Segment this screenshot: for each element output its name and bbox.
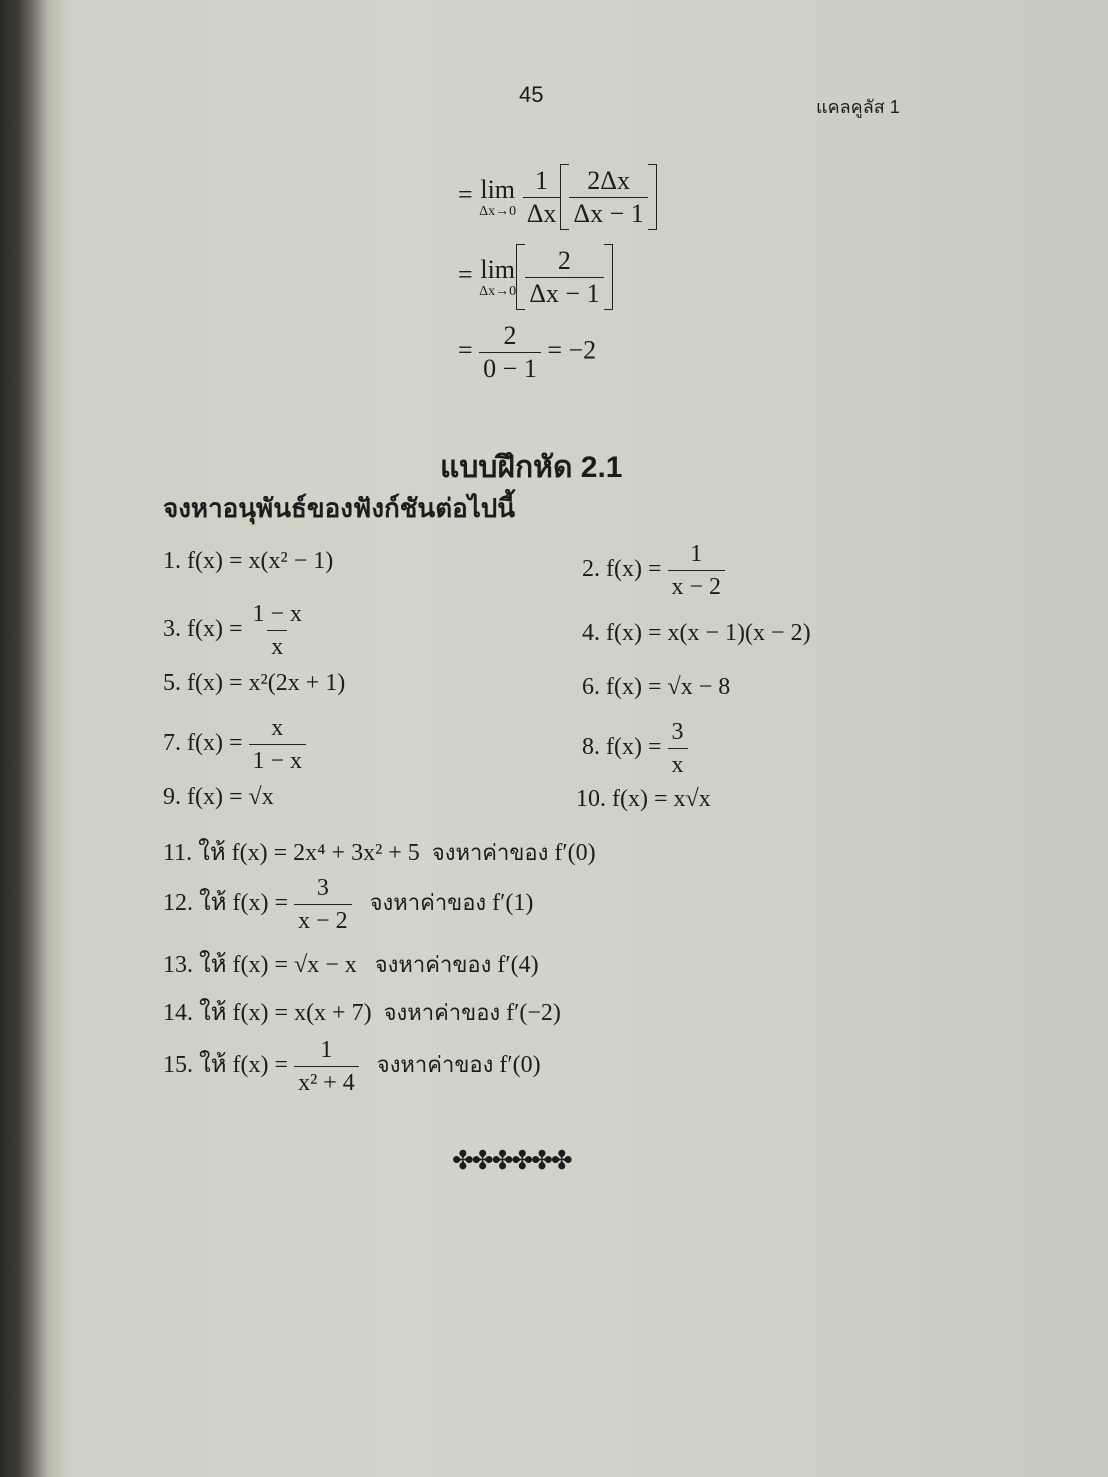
equals-sign: = [458, 179, 473, 209]
item-number: 4. [582, 620, 600, 646]
item-rhs: √x − 8 [667, 674, 731, 700]
item-rhs: √x [248, 784, 274, 810]
item-number: 3. [163, 616, 181, 643]
left-bracket [560, 164, 569, 230]
denominator: Δx − 1 [569, 197, 647, 230]
item-number: 8. [582, 734, 600, 761]
fraction [249, 712, 307, 777]
item-number: 11. [163, 840, 193, 866]
exercise-item-11 [163, 832, 596, 871]
exercise-item-9 [163, 784, 274, 811]
numerator: 2Δx [587, 165, 630, 195]
lim-subscript: Δx→0 [479, 284, 517, 299]
numerator: 1 [320, 1037, 333, 1063]
item-target: f′(−2) [506, 1000, 561, 1026]
item-rhs: x(x + 7) [294, 1000, 372, 1026]
exercise-title: แบบฝึกหัด 2.1 [440, 451, 623, 484]
item-lhs: ให้ f(x) = [198, 840, 288, 866]
item-question: จงหาค่าของ [369, 890, 487, 916]
item-number: 9. [163, 784, 181, 810]
right-bracket [604, 244, 613, 310]
lim-text: lim [480, 175, 516, 204]
lim-subscript: Δx→0 [479, 204, 517, 219]
denominator: 0 − 1 [479, 352, 541, 385]
fraction [294, 1034, 359, 1099]
item-number: 5. [163, 670, 181, 696]
exercise-item-6 [582, 674, 730, 701]
item-rhs: x(x − 1)(x − 2) [667, 620, 811, 646]
exercise-item-5 [163, 670, 345, 697]
item-target: f′(0) [554, 840, 596, 866]
section-end-ornament: ✤✤✤✤✤✤ [452, 1146, 571, 1176]
item-lhs: f(x) = [606, 734, 662, 761]
exercise-item-4 [582, 620, 811, 647]
item-question: จงหาค่าของ [374, 952, 492, 977]
item-lhs: ให้ f(x) = [199, 952, 289, 978]
numerator: 1 [690, 541, 703, 567]
page-number: 45 [519, 82, 544, 107]
exercise-item-2 [582, 538, 725, 603]
exercise-item-15 [163, 1034, 541, 1099]
derivation-line-1 [458, 164, 657, 230]
exercise-item-1 [163, 548, 333, 575]
result: = −2 [547, 335, 597, 365]
item-number: 1. [163, 548, 181, 574]
item-lhs: f(x) = [187, 616, 243, 643]
fraction [525, 245, 603, 310]
numerator: 3 [316, 875, 329, 901]
fraction [249, 598, 307, 663]
item-question: จงหาค่าของ [383, 1000, 501, 1025]
exercise-item-10 [576, 786, 711, 813]
item-lhs: f(x) = [187, 730, 243, 757]
item-target: f′(4) [497, 952, 539, 978]
item-question: จงหาค่าของ [431, 840, 549, 865]
item-lhs: f(x) = [187, 548, 243, 574]
derivation-line-2 [458, 244, 613, 310]
item-lhs: f(x) = [606, 674, 662, 700]
left-bracket [516, 244, 525, 310]
denominator: Δx [523, 197, 561, 230]
denominator: 1 − x [249, 744, 307, 777]
item-lhs: ให้ f(x) = [199, 890, 289, 917]
limit [479, 255, 516, 299]
exercise-item-7 [163, 712, 306, 777]
numerator: 2 [557, 245, 571, 275]
denominator: x² + 4 [294, 1066, 359, 1099]
item-lhs: f(x) = [612, 786, 668, 812]
item-lhs: ให้ f(x) = [199, 1000, 289, 1026]
item-rhs: x(x² − 1) [248, 548, 334, 574]
item-rhs: x√x [673, 786, 711, 812]
fraction [523, 165, 561, 230]
item-lhs: f(x) = [187, 670, 243, 696]
item-rhs: √x − x [294, 952, 357, 978]
fraction [294, 872, 352, 937]
item-number: 12. [163, 890, 193, 917]
right-bracket [648, 164, 657, 230]
item-lhs: f(x) = [606, 556, 662, 583]
exercise-item-14 [163, 992, 561, 1031]
numerator: x [271, 715, 284, 741]
denominator: x − 2 [668, 570, 726, 603]
numerator: 1 − x [252, 601, 303, 627]
fraction [668, 538, 726, 603]
item-number: 13. [163, 952, 193, 978]
exercise-instruction: จงหาอนุพันธ์ของฟังก์ชันต่อไปนี้ [163, 493, 516, 523]
item-target: f′(1) [492, 890, 534, 917]
numerator: 1 [535, 165, 549, 195]
item-number: 10. [576, 786, 606, 812]
item-number: 2. [582, 556, 600, 583]
numerator: 3 [671, 719, 684, 745]
item-lhs: f(x) = [606, 620, 662, 646]
denominator: Δx − 1 [525, 277, 603, 310]
denominator: x [267, 630, 287, 663]
running-head: แคลคูลัส 1 [816, 97, 900, 117]
denominator: x − 2 [294, 904, 352, 937]
item-number: 7. [163, 730, 181, 757]
limit [479, 175, 516, 219]
item-number: 6. [582, 674, 600, 700]
item-lhs: ให้ f(x) = [199, 1052, 289, 1079]
exercise-item-3 [163, 598, 306, 663]
denominator: x [668, 748, 688, 781]
lim-text: lim [480, 255, 516, 284]
equals-sign: = [458, 259, 473, 289]
fraction [479, 320, 541, 385]
item-number: 15. [163, 1052, 193, 1079]
exercise-item-8 [582, 716, 688, 781]
item-rhs: 2x⁴ + 3x² + 5 [293, 840, 420, 866]
derivation-line-3 [458, 320, 596, 385]
item-target: f′(0) [499, 1052, 541, 1079]
exercise-item-13 [163, 944, 539, 983]
exercise-item-12 [163, 872, 533, 937]
numerator: 2 [503, 321, 517, 350]
item-lhs: f(x) = [187, 784, 243, 810]
item-number: 14. [163, 1000, 193, 1026]
item-rhs: x²(2x + 1) [248, 670, 346, 696]
item-question: จงหาค่าของ [376, 1052, 494, 1078]
fraction [668, 716, 688, 781]
fraction [569, 165, 647, 230]
equals-sign: = [458, 335, 473, 365]
